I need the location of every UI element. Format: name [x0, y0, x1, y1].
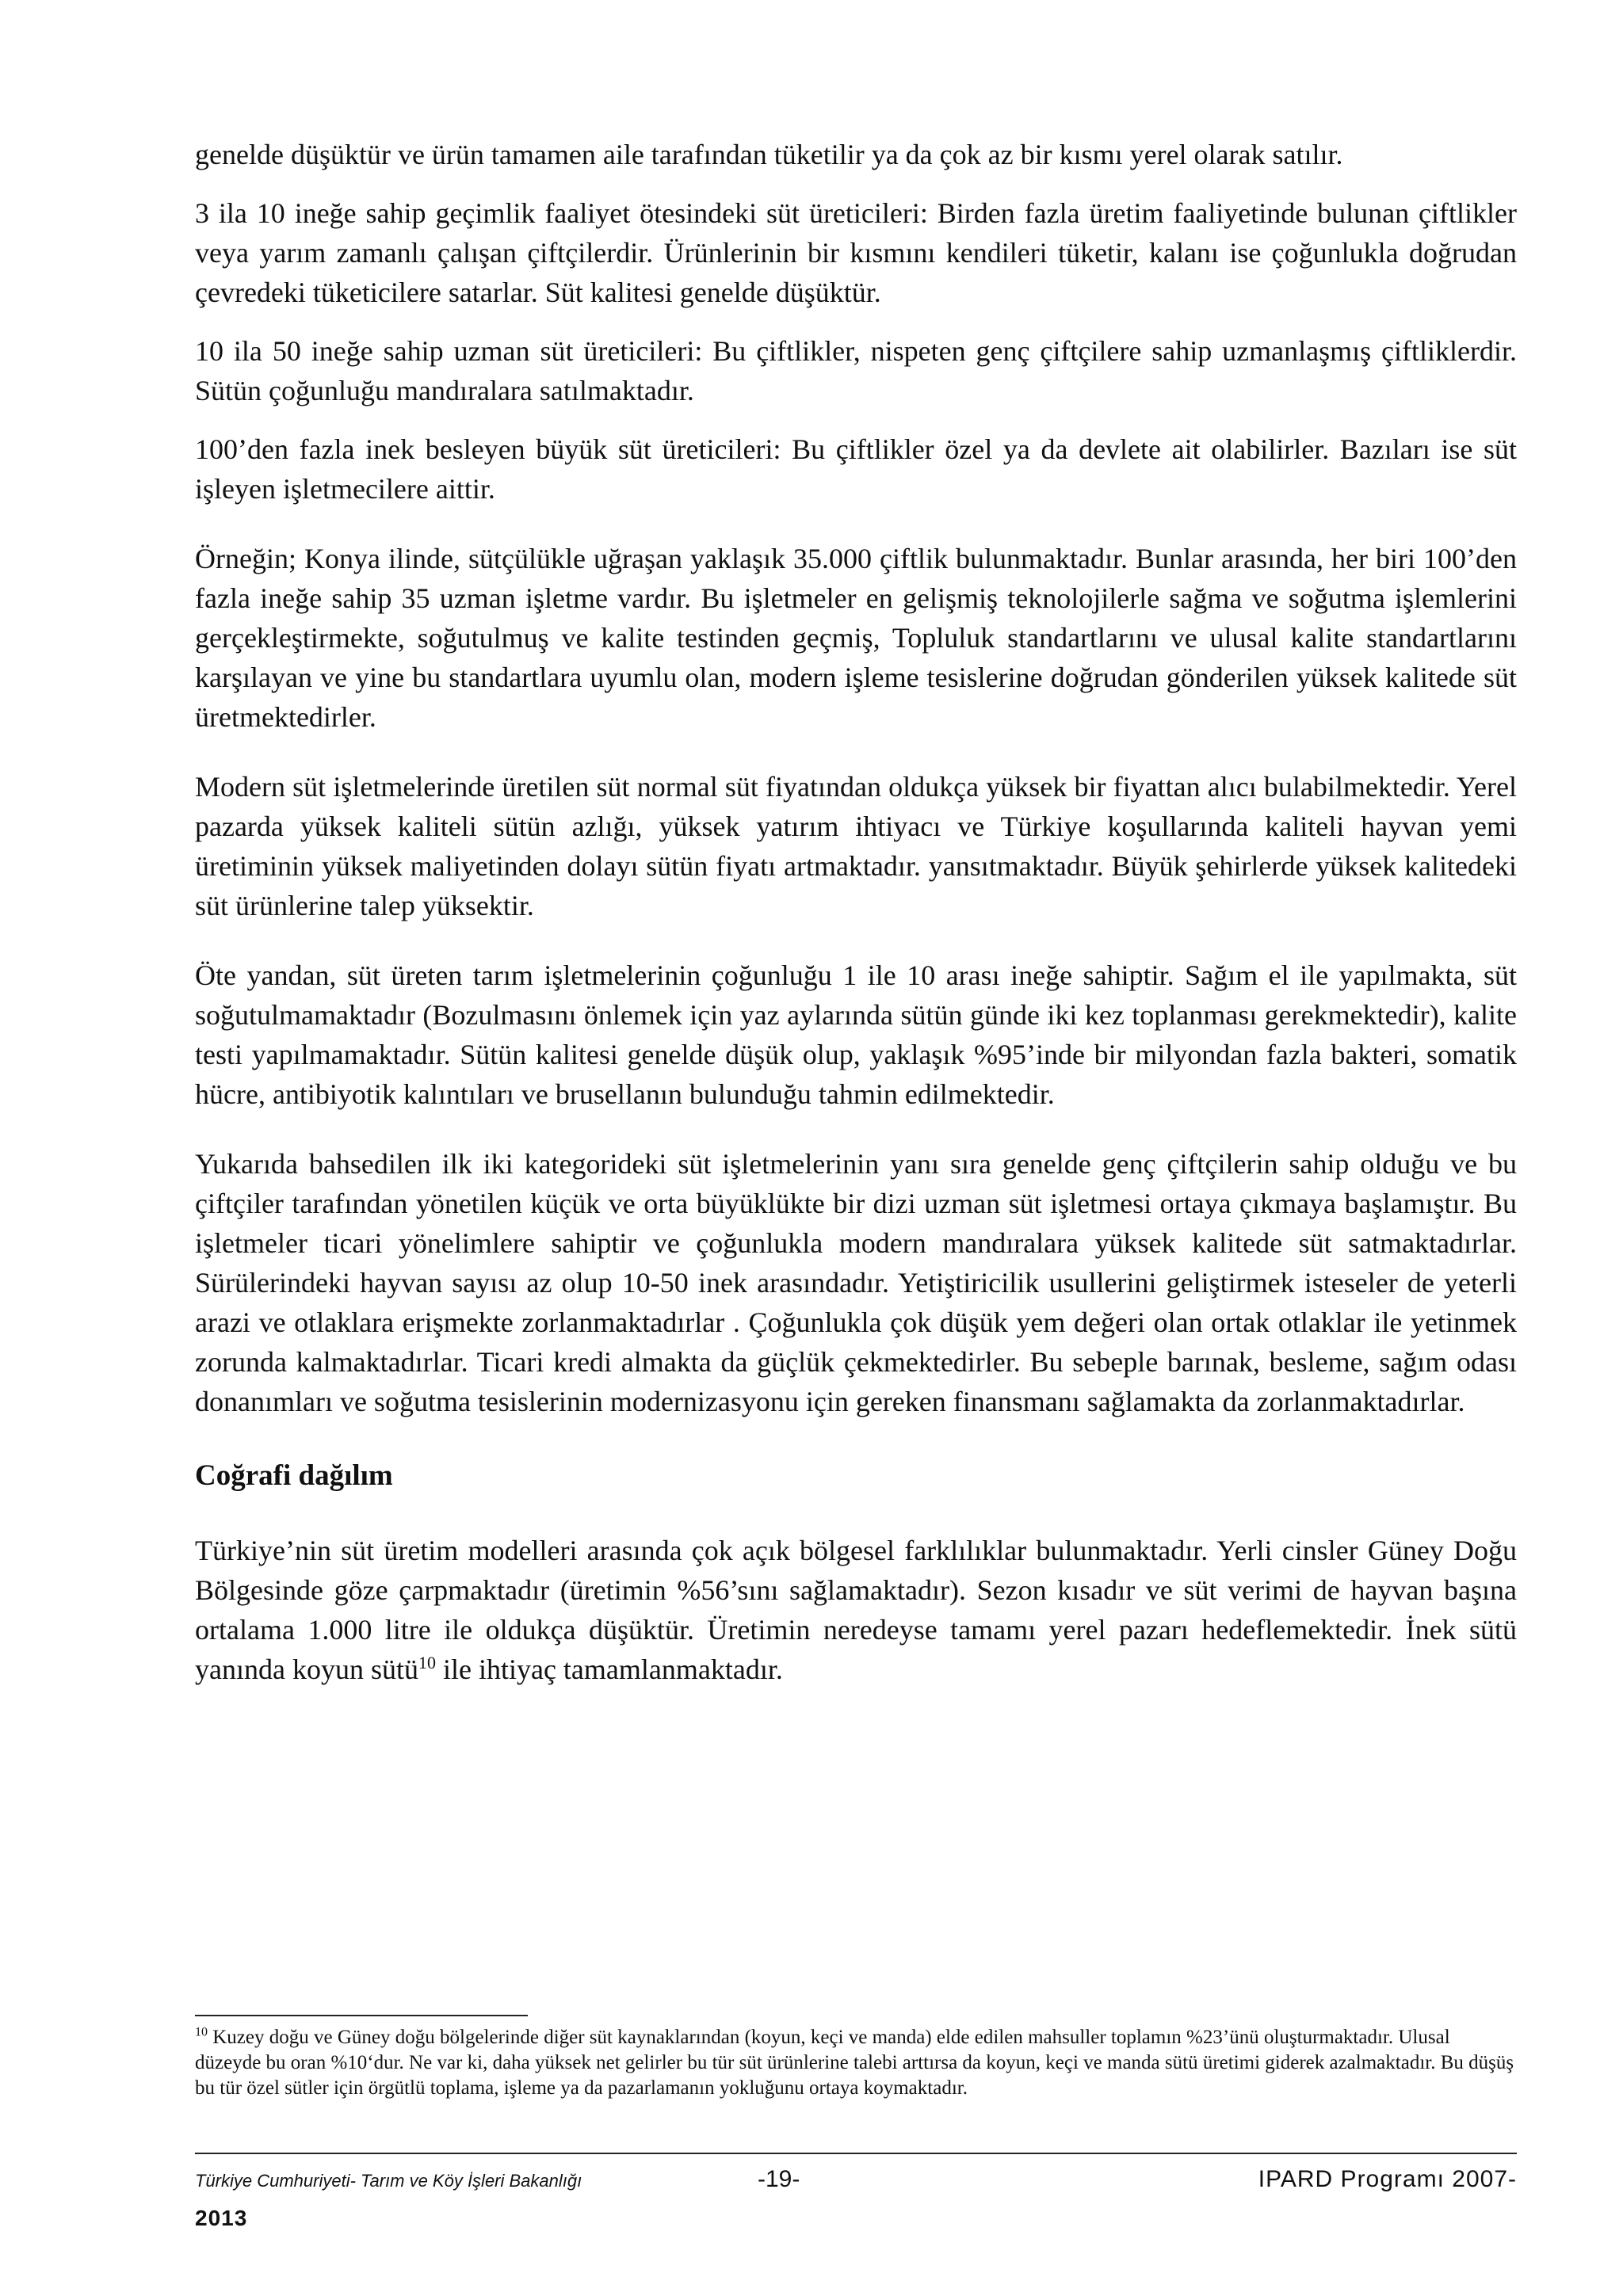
paragraph-7: Öte yandan, süt üreten tarım işletmelerinin çoğunluğu 1 ile 10 arası ineğe sahiptir. Sağım el ile yapılmakta, süt soğutulmamaktadır (Bozulmasını önlemek için yaz aylarında sütün günde iki kez toplanması gerekmektedir), kalite testi yapılmamaktadır. Sütün kalitesi genelde düşük olup, yaklaşık %95’inde bir milyondan fazla bakteri, somatik hücre, antibiyotik kalıntıları ve brusellanın bulunduğu tahmin edilmektedir. — [195, 959, 1517, 1110]
page-footer — [195, 2164, 1517, 2236]
footer-program: IPARD Programı 2007- — [1258, 2166, 1517, 2192]
section-heading: Coğrafi dağılım — [195, 1459, 393, 1492]
paragraph-8: Yukarıda bahsedilen ilk iki kategorideki süt işletmelerinin yanı sıra genelde genç çiftçilerin sahip olduğu ve bu çiftçiler tarafından yönetilen küçük ve orta büyüklükte bir dizi uzman süt işletmesi ortaya çıkmaya başlamıştır. Bu işletmeler ticari yönelimlere sahiptir ve çoğunlukla modern mandıralara yüksek kalitede süt satmaktadırlar. Sürülerindeki hayvan sayısı az olup 10-50 inek arasındadır. Yetiştiricilik usullerini geliştirmek isteseler de yeterli arazi ve otlaklara erişmekte zorlanmaktadırlar . Çoğunlukla çok düşük yem değeri olan ortak otlaklar ile yetinmek zorunda kalmaktadırlar. Ticari kredi almakta da güçlük çekmektedirler. Bu sebeple barınak, besleme, sağım odası donanımları ve soğutma tesislerinin modernizasyonu için gereken finansmanı sağlamakta da zorlanmaktadırlar. — [195, 1148, 1517, 1417]
footnote-marker: 10 — [195, 2025, 208, 2039]
footer-separator — [195, 2153, 1517, 2154]
section-paragraph — [195, 1531, 1517, 1689]
paragraph-2: 3 ila 10 ineğe sahip geçimlik faaliyet ötesindeki süt üreticileri: Birden fazla üretim faaliyetinde bulunan çiftlikler veya yarım zamanlı çalışan çiftçilerdir. Ürünlerinin bir kısmını kendileri tüketir, kalanı ise çoğunlukla doğrudan çevredeki tüketicilere satarlar. Süt kalitesi genelde düşüktür. — [195, 197, 1517, 308]
section-paragraph-text-after: ile ihtiyaç tamamlanmaktadır. — [435, 1653, 783, 1685]
footnote-separator — [195, 2015, 528, 2016]
paragraph-3: 10 ila 50 ineğe sahip uzman süt üreticileri: Bu çiftlikler, nispeten genç çiftçilere sahip uzmanlaşmış çiftliklerdir. Sütün çoğunluğu mandıralara satılmaktadır. — [195, 335, 1517, 406]
paragraph-6: Modern süt işletmelerinde üretilen süt normal süt fiyatından oldukça yüksek bir fiyattan alıcı bulabilmektedir. Yerel pazarda yüksek kaliteli sütün azlığı, yüksek yatırım ihtiyacı ve Türkiye koşullarında kaliteli hayvan yemi üretiminin yüksek maliyetinden dolayı sütün fiyatı artmaktadır. yansıtmaktadır. Büyük şehirlerde yüksek kalitedeki süt ürünlerine talep yüksektir. — [195, 771, 1517, 921]
footnote — [195, 2025, 1517, 2101]
body-text — [195, 135, 1517, 1708]
paragraph-5: Örneğin; Konya ilinde, sütçülükle uğraşan yaklaşık 35.000 çiftlik bulunmaktadır. Bunlar arasında, her biri 100’den fazla ineğe sahip 35 uzman işletme vardır. Bu işletmeler en gelişmiş teknolojilerle sağma ve soğutma işlemlerini gerçekleştirmekte, soğutulmuş ve kalite testinden geçmiş, Topluluk standartlarını ve ulusal kalite standartlarını karşılayan ve yine bu standartlara uyumlu olan, modern işleme tesislerine doğrudan gönderilen yüksek kalitede süt üretmektedirler. — [195, 543, 1517, 733]
paragraph-1: genelde düşüktür ve ürün tamamen aile tarafından tüketilir ya da çok az bir kısmı yerel olarak satılır. — [195, 139, 1343, 170]
footnote-text: Kuzey doğu ve Güney doğu bölgelerinde diğer süt kaynaklarından (koyun, keçi ve manda) elde edilen mahsuller toplamın %23’ünü oluşturmaktadır. Ulusal düzeyde bu oran %10‘dur. Ne var ki, daha yüksek net gelirler bu tür süt ürünlerine talebi arttırsa da koyun, keçi ve manda sütü üretimi giderek azalmaktadır. Bu düşüş bu tür özel sütler için örgütlü toplama, işleme ya da pazarlamanın yokluğunu ortaya koymaktadır. — [195, 2027, 1514, 2099]
section-paragraph-text: Türkiye’nin süt üretim modelleri arasında çok açık bölgesel farklılıklar bulunmaktadır. Yerli cinsler Güney Doğu Bölgesinde göze çarpmaktadır (üretimin %56’sını sağlamaktadır). Sezon kısadır ve süt verimi de hayvan başına ortalama 1.000 litre ile oldukça düşüktür. Üretimin neredeyse tamamı yerel pazarı hedeflemektedir. İnek sütü yanında koyun sütü — [195, 1535, 1517, 1685]
footer-ministry: Türkiye Cumhuriyeti- Tarım ve Köy İşleri Bakanlığı — [195, 2171, 582, 2191]
footer-year: 2013 — [195, 2206, 248, 2230]
paragraph-4: 100’den fazla inek besleyen büyük süt üreticileri: Bu çiftlikler özel ya da devlete ait olabilirler. Bazıları ise süt işleyen işletmecilere aittir. — [195, 433, 1517, 505]
footnote-reference[interactable]: 10 — [418, 1653, 436, 1672]
page-number: -19- — [758, 2166, 800, 2192]
